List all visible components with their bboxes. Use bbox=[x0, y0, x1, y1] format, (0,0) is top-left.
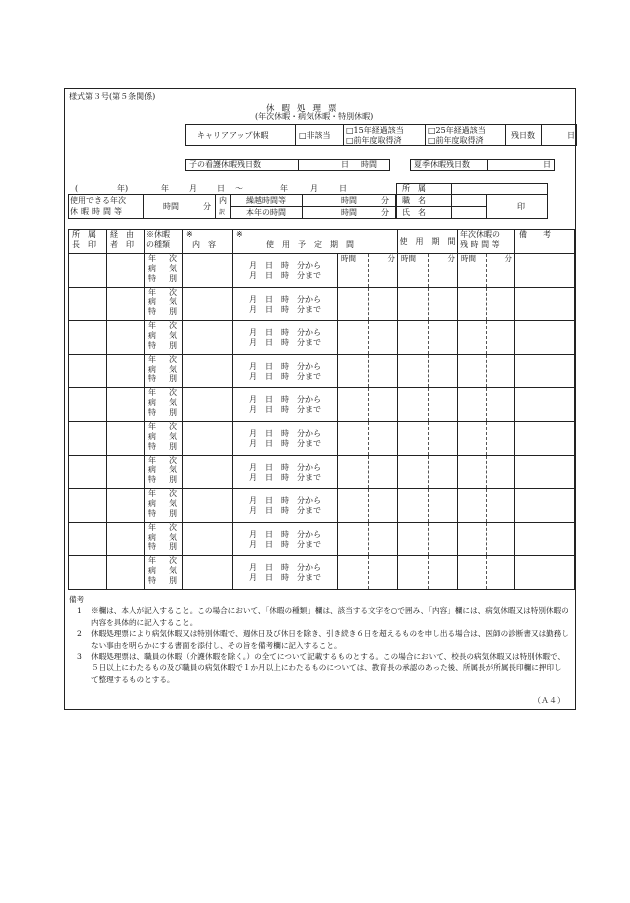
leave-kind-cell[interactable]: 年 次 病 気 特 別 bbox=[145, 321, 183, 355]
leave-record-row bbox=[69, 556, 575, 590]
form-title: 休暇処理票 bbox=[266, 104, 344, 114]
head-seal-cell[interactable] bbox=[69, 455, 107, 489]
scheduled-hours-cell[interactable]: 時間 分 bbox=[338, 254, 398, 288]
scheduled-hours-cell[interactable] bbox=[338, 522, 398, 556]
remarks-cell[interactable] bbox=[515, 455, 575, 489]
scheduled-period-cell[interactable]: 月 日 時 分から 月 日 時 分まで bbox=[233, 421, 338, 455]
career-day-unit: 日 bbox=[567, 131, 575, 140]
used-period-cell[interactable]: 時間 分 bbox=[398, 254, 458, 288]
balance-cell[interactable] bbox=[458, 455, 515, 489]
seal-mark: 印 bbox=[517, 202, 525, 211]
remarks-cell[interactable] bbox=[515, 489, 575, 523]
via-seal-cell[interactable] bbox=[107, 522, 145, 556]
leave-record-row bbox=[69, 321, 575, 355]
balance-cell[interactable] bbox=[458, 556, 515, 590]
leave-record-table bbox=[68, 229, 575, 590]
used-period-cell[interactable] bbox=[398, 354, 458, 388]
leave-kind-cell[interactable]: 年 次 病 気 特 別 bbox=[145, 556, 183, 590]
head-seal-cell[interactable] bbox=[69, 287, 107, 321]
form-subtitle: (年次休暇・病気休暇・特別休暇) bbox=[255, 112, 374, 121]
childcare-leave-label: 子の看護休暇残日数 bbox=[189, 160, 261, 169]
scheduled-hours-cell[interactable] bbox=[338, 321, 398, 355]
balance-cell[interactable] bbox=[458, 522, 515, 556]
career-opt-25-prev[interactable]: □前年度取得済 bbox=[428, 136, 484, 145]
scheduled-period-cell[interactable]: 月 日 時 分から 月 日 時 分まで bbox=[233, 489, 338, 523]
career-leave-label: キャリアアップ休暇 bbox=[197, 131, 269, 140]
used-period-cell[interactable] bbox=[398, 455, 458, 489]
content-cell[interactable] bbox=[183, 556, 233, 590]
leave-record-row bbox=[69, 489, 575, 523]
used-period-cell[interactable] bbox=[398, 489, 458, 523]
scheduled-period-cell[interactable]: 月 日 時 分から 月 日 時 分まで bbox=[233, 287, 338, 321]
childcare-day-unit: 日 bbox=[341, 160, 349, 169]
career-opt-15-years[interactable]: □15年経過該当 bbox=[346, 126, 404, 135]
content-cell[interactable] bbox=[183, 421, 233, 455]
scheduled-hours-cell[interactable] bbox=[338, 421, 398, 455]
leave-record-row bbox=[69, 388, 575, 422]
head-seal-cell[interactable] bbox=[69, 489, 107, 523]
leave-form-sheet: 様式第３号(第５条関係) 休暇処理票 (年次休暇・病気休暇・特別休暇) キャリアアップ休暇 □非該当 □15年経過該当 □前年度取得済 □25年経過該当 □前年度取得済 残日数 日 子の看護休暇残日数 日 時間 夏季休暇残日数 日 ( 年) 年 月 日 ～ 年 月 日 使用できる年次 休暇時間等 時間 分 内 訳 繰越時間等 本年の時間 時間 分 時間 分 所 属 職 名 氏 名 印 所 属 長 印 経 由 者 印 ※休暇 の種類 ※ 内 容 ※ 使 用 予 定 期 間 使 用 期 間 年次休暇の 残 時 間 等 備 考 年 次 病 気 特 別 月 日 時 分から 月 日 時 分まで 時間 分 時間 分 時間 分 年 次 病 気 特 別 月 日 時 分から 月 日 時 分まで 年 次 病 気 特 別 月 日 時 分から 月 日 時 分まで 年 次 病 気 特 別 月 日 時 分から 月 日 時 分まで 年 次 病 気 特 別 月 日 時 分から 月 日 時 分まで 年 次 病 気 特 別 月 日 時 分から 月 日 時 分まで 年 次 病 気 特 別 月 日 時 分から 月 日 時 分まで 年 次 病 気 特 別 月 日 時 分から 月 日 時 分まで 年 次 病 気 特 別 月 日 時 分から 月 日 時 分まで 年 次 病 気 特 別 月 日 時 分から 月 日 時 分まで 備考 1 ※欄は、本人が記入すること。この場合において、「休暇の種類」欄は、該当する文字を○で囲み、「内容」欄には、病気休暇又は特別休暇の内容を具体的に記入すること。 2 休暇処理票により病気休暇又は特別休暇で、週休日及び休日を除き、引き続き６日を超えるものを申し出る場合は、医師の診断書又は勤務しない事由を明らかにする書面を添付し、その旨を備考欄に記入すること。 3 休暇処理票は、職員の休暇（介護休暇を除く。）の全てについて記載するものとする。この場合において、校長の病気休暇又は特別休暇で、５日以上にわたるもの及び職員の病気休暇で１か月以上にわたるものについては、教育長の承認のあった後、所属長が所属長印欄に押印して整理するものとする。 （Ａ４） bbox=[64, 88, 576, 710]
head-seal-cell[interactable] bbox=[69, 556, 107, 590]
leave-kind-cell[interactable]: 年 次 病 気 特 別 bbox=[145, 254, 183, 288]
scheduled-period-cell[interactable]: 月 日 時 分から 月 日 時 分まで bbox=[233, 254, 338, 288]
scheduled-hours-cell[interactable] bbox=[338, 489, 398, 523]
leave-record-row bbox=[69, 455, 575, 489]
balance-cell[interactable] bbox=[458, 287, 515, 321]
leave-record-row bbox=[69, 287, 575, 321]
remarks-cell[interactable] bbox=[515, 254, 575, 288]
career-opt-none[interactable]: □非該当 bbox=[299, 131, 331, 140]
scheduled-period-cell[interactable]: 月 日 時 分から 月 日 時 分まで bbox=[233, 321, 338, 355]
balance-cell[interactable]: 時間 分 bbox=[458, 254, 515, 288]
content-cell[interactable] bbox=[183, 455, 233, 489]
scheduled-period-cell[interactable]: 月 日 時 分から 月 日 時 分まで bbox=[233, 455, 338, 489]
used-period-cell[interactable] bbox=[398, 287, 458, 321]
scheduled-hours-cell[interactable] bbox=[338, 287, 398, 321]
via-seal-cell[interactable] bbox=[107, 354, 145, 388]
via-seal-cell[interactable] bbox=[107, 287, 145, 321]
scheduled-period-cell[interactable]: 月 日 時 分から 月 日 時 分まで bbox=[233, 522, 338, 556]
content-cell[interactable] bbox=[183, 489, 233, 523]
remarks-cell[interactable] bbox=[515, 421, 575, 455]
used-period-cell[interactable] bbox=[398, 522, 458, 556]
scheduled-period-cell[interactable]: 月 日 時 分から 月 日 時 分まで bbox=[233, 556, 338, 590]
scheduled-period-cell[interactable]: 月 日 時 分から 月 日 時 分まで bbox=[233, 354, 338, 388]
via-seal-cell[interactable] bbox=[107, 321, 145, 355]
content-cell[interactable] bbox=[183, 522, 233, 556]
remarks-cell[interactable] bbox=[515, 522, 575, 556]
via-seal-cell[interactable] bbox=[107, 421, 145, 455]
form-number: 様式第３号(第５条関係) bbox=[69, 92, 156, 101]
summer-day-unit: 日 bbox=[543, 160, 551, 169]
leave-kind-cell[interactable]: 年 次 病 気 特 別 bbox=[145, 354, 183, 388]
used-period-cell[interactable] bbox=[398, 421, 458, 455]
via-seal-cell[interactable] bbox=[107, 254, 145, 288]
balance-cell[interactable] bbox=[458, 388, 515, 422]
balance-cell[interactable] bbox=[458, 321, 515, 355]
leave-kind-cell[interactable]: 年 次 病 気 特 別 bbox=[145, 522, 183, 556]
notes-section: 備考 1 ※欄は、本人が記入すること。この場合において、「休暇の種類」欄は、該当する文字を○で囲み、「内容」欄には、病気休暇又は特別休暇の内容を具体的に記入すること。 2 休暇処理票により病気休暇又は特別休暇で、週休日及び休日を除き、引き続き６日を超えるものを申し出る場合は、医師の診断書又は勤務しない事由を明らかにする書面を添付し、その旨を備考欄に記入すること。 3 休暇処理票は、職員の休暇（介護休暇を除く。）の全てについて記載するものとする。この場合において、校長の病気休暇又は特別休暇で、５日以上にわたるもの及び職員の病気休暇で１か月以上にわたるものについては、教育長の承認のあった後、所属長が所属長印欄に押印して整理するものとする。 bbox=[69, 595, 569, 684]
scheduled-period-cell[interactable]: 月 日 時 分から 月 日 時 分まで bbox=[233, 388, 338, 422]
head-seal-cell[interactable] bbox=[69, 354, 107, 388]
content-cell[interactable] bbox=[183, 354, 233, 388]
via-seal-cell[interactable] bbox=[107, 489, 145, 523]
head-seal-cell[interactable] bbox=[69, 254, 107, 288]
career-opt-15-prev[interactable]: □前年度取得済 bbox=[346, 136, 402, 145]
leave-record-row bbox=[69, 254, 575, 288]
career-remaining-label: 残日数 bbox=[511, 131, 535, 140]
head-seal-cell[interactable] bbox=[69, 388, 107, 422]
leave-record-row bbox=[69, 522, 575, 556]
content-cell[interactable] bbox=[183, 388, 233, 422]
childcare-hour-unit: 時間 bbox=[361, 160, 377, 169]
table-header-row: 所 属 長 印 経 由 者 印 ※休暇 の種類 ※ 内 容 ※ 使 用 予 定 期 間 使 用 期 間 年次休暇の 残 時 間 等 備 考 bbox=[69, 230, 575, 254]
via-seal-cell[interactable] bbox=[107, 455, 145, 489]
used-period-cell[interactable] bbox=[398, 556, 458, 590]
leave-kind-cell[interactable]: 年 次 病 気 特 別 bbox=[145, 388, 183, 422]
content-cell[interactable] bbox=[183, 321, 233, 355]
scheduled-hours-cell[interactable] bbox=[338, 388, 398, 422]
remarks-cell[interactable] bbox=[515, 287, 575, 321]
leave-record-row bbox=[69, 354, 575, 388]
leave-kind-cell[interactable]: 年 次 病 気 特 別 bbox=[145, 421, 183, 455]
remarks-cell[interactable] bbox=[515, 321, 575, 355]
balance-cell[interactable] bbox=[458, 421, 515, 455]
head-seal-cell[interactable] bbox=[69, 421, 107, 455]
leave-kind-cell[interactable]: 年 次 病 気 特 別 bbox=[145, 287, 183, 321]
head-seal-cell[interactable] bbox=[69, 321, 107, 355]
content-cell[interactable] bbox=[183, 254, 233, 288]
scheduled-hours-cell[interactable] bbox=[338, 556, 398, 590]
balance-cell[interactable] bbox=[458, 489, 515, 523]
summer-leave-label: 夏季休暇残日数 bbox=[414, 160, 470, 169]
leave-kind-cell[interactable]: 年 次 病 気 特 別 bbox=[145, 489, 183, 523]
balance-cell[interactable] bbox=[458, 354, 515, 388]
remarks-cell[interactable] bbox=[515, 388, 575, 422]
remarks-cell[interactable] bbox=[515, 556, 575, 590]
leave-record-row bbox=[69, 421, 575, 455]
scheduled-hours-cell[interactable] bbox=[338, 354, 398, 388]
paper-size-label: （Ａ４） bbox=[533, 696, 565, 705]
content-cell[interactable] bbox=[183, 287, 233, 321]
via-seal-cell[interactable] bbox=[107, 388, 145, 422]
used-period-cell[interactable] bbox=[398, 388, 458, 422]
career-opt-25-years[interactable]: □25年経過該当 bbox=[428, 126, 486, 135]
leave-kind-cell[interactable]: 年 次 病 気 特 別 bbox=[145, 455, 183, 489]
scheduled-hours-cell[interactable] bbox=[338, 455, 398, 489]
head-seal-cell[interactable] bbox=[69, 522, 107, 556]
via-seal-cell[interactable] bbox=[107, 556, 145, 590]
remarks-cell[interactable] bbox=[515, 354, 575, 388]
used-period-cell[interactable] bbox=[398, 321, 458, 355]
